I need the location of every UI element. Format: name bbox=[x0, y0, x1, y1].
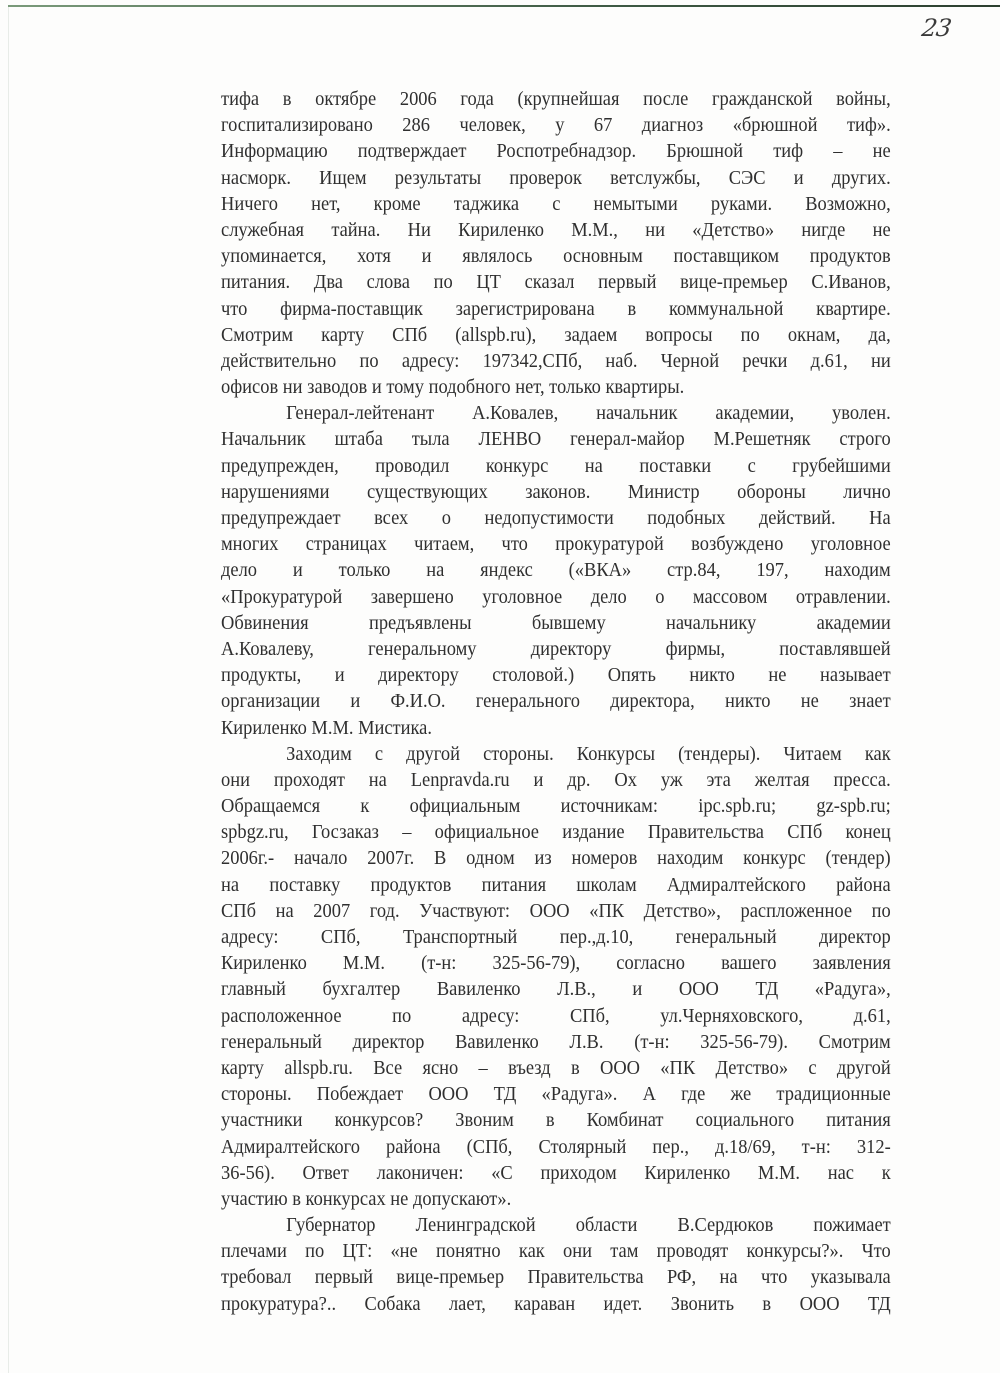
text-line: участники конкурсов? Звоним в Комбинат социального питания bbox=[221, 1109, 891, 1132]
paragraph bbox=[221, 1212, 891, 1317]
text-line: адресу: СПб, Транспортный пер.,д.10, генеральный директор bbox=[221, 926, 891, 948]
paragraph bbox=[221, 86, 891, 400]
text-line: главный бухгалтер Вавиленко Л.В., и ООО ТД «Радуга», bbox=[221, 978, 891, 1001]
text-line: Кириленко М.М. (т-н: 325-56-79), согласно вашего заявления bbox=[221, 952, 891, 975]
text-line: организации и Ф.И.О. генерального директора, никто не знает bbox=[221, 690, 891, 713]
text-line: А.Ковалеву, генеральному директору фирмы, поставлявшей bbox=[221, 637, 891, 660]
text-line: офисов ни заводов и тому подобного нет, только квартиры. bbox=[221, 376, 685, 399]
text-line: СПб на 2007 год. Участвуют: ООО «ПК Детство», распложенное по bbox=[221, 899, 891, 922]
text-line: spbgz.ru, Госзаказ – официальное издание Правительства СПб конец bbox=[221, 821, 891, 844]
text-line: продукты, и директору столовой.) Опять никто не называет bbox=[221, 664, 891, 687]
text-line: госпитализировано 286 человек, у 67 диагноз «брюшной тиф». bbox=[221, 114, 891, 137]
text-line: действительно по адресу: 197342,СПб, наб. Черной речки д.61, ни bbox=[221, 349, 891, 372]
text-line: служебная тайна. Ни Кириленко М.М., ни «Детство» нигде не bbox=[221, 218, 891, 241]
text-line: расположенное по адресу: СПб, ул.Черняховского, д.61, bbox=[221, 1004, 891, 1027]
document-body bbox=[221, 86, 891, 1317]
text-line: насморк. Ищем результаты проверок ветслужбы, СЭС и других. bbox=[221, 166, 891, 189]
text-line: они проходят на Lenpravda.ru и др. Ох уж эта желтая пресса. bbox=[221, 768, 891, 791]
text-line: Адмиралтейского района (СПб, Столярный пер., д.18/69, т-н: 312- bbox=[221, 1135, 891, 1158]
text-line: что фирма-поставщик зарегистрирована в коммунальной квартире. bbox=[221, 297, 891, 320]
text-line: прокуратура?.. Собака лает, караван идет. Звонить в ООО ТД bbox=[221, 1292, 891, 1315]
text-line: питания. Два слова по ЦТ сказал первый вице-премьер С.Иванов, bbox=[221, 271, 891, 294]
text-line: «Прокуратурой завершено уголовное дело о массовом отравлении. bbox=[221, 585, 891, 608]
text-line: предупрежден, проводил конкурс на поставки с грубейшими bbox=[221, 454, 891, 477]
text-line: Губернатор Ленинградской области В.Сердюков пожимает bbox=[286, 1214, 891, 1237]
text-line: Ничего нет, кроме таджика с немытыми руками. Возможно, bbox=[221, 192, 891, 215]
text-line: 36-56). Ответ лаконичен: «С приходом Кириленко М.М. нас к bbox=[221, 1161, 891, 1184]
text-line: многих страницах читаем, что прокуратурой возбуждено уголовное bbox=[221, 533, 891, 556]
text-line: Обращаемся к официальным источникам: ipc.spb.ru; gz-spb.ru; bbox=[221, 795, 891, 818]
text-line: упоминается, хотя и являлось основным поставщиком продуктов bbox=[221, 245, 891, 268]
text-line: предупреждает всех о недопустимости подобных действий. На bbox=[221, 507, 891, 529]
text-line: Начальник штаба тыла ЛЕНВО генерал-майор М.Решетняк строго bbox=[221, 428, 891, 451]
scan-top-edge bbox=[8, 5, 1000, 7]
text-line: генеральный директор Вавиленко Л.В. (т-н: 325-56-79). Смотрим bbox=[221, 1030, 891, 1053]
text-line: Заходим с другой стороны. Конкурсы (тендеры). Читаем как bbox=[286, 742, 891, 765]
text-line: 2006г.- начало 2007г. В одном из номеров находим конкурс (тендер) bbox=[221, 847, 891, 870]
scan-left-edge bbox=[8, 7, 9, 1373]
paragraph bbox=[221, 400, 891, 740]
text-line: Информацию подтверждает Роспотребнадзор. Брюшной тиф – не bbox=[221, 140, 891, 163]
text-line: участию в конкурсах не допускают». bbox=[221, 1187, 512, 1210]
text-line: плечами по ЦТ: «не понятно как они там проводят конкурсы?». Что bbox=[221, 1240, 891, 1263]
paragraph bbox=[221, 741, 891, 1212]
text-line: Генерал-лейтенант А.Ковалев, начальник академии, уволен. bbox=[286, 402, 891, 425]
text-line: тифа в октябре 2006 года (крупнейшая после гражданской войны, bbox=[221, 88, 891, 110]
text-line: стороны. Побеждает ООО ТД «Радуга». А где же традиционные bbox=[221, 1083, 891, 1106]
text-line: дело и только на яндекс («ВКА» стр.84, 197, находим bbox=[221, 559, 891, 582]
text-line: Кириленко М.М. Мистика. bbox=[221, 716, 432, 739]
text-line: Обвинения предъявлены бывшему начальнику академии bbox=[221, 611, 891, 634]
text-line: требовал первый вице-премьер Правительства РФ, на что указывала bbox=[221, 1266, 891, 1289]
text-line: Смотрим карту СПб (allspb.ru), задаем вопросы по окнам, да, bbox=[221, 323, 891, 346]
text-line: нарушениями существующих законов. Министр обороны лично bbox=[221, 480, 891, 503]
text-line: карту allspb.ru. Все ясно – въезд в ООО «ПК Детство» с другой bbox=[221, 1056, 891, 1079]
handwritten-page-number: 23 bbox=[920, 14, 953, 42]
text-line: на поставку продуктов питания школам Адмиралтейского района bbox=[221, 873, 891, 896]
